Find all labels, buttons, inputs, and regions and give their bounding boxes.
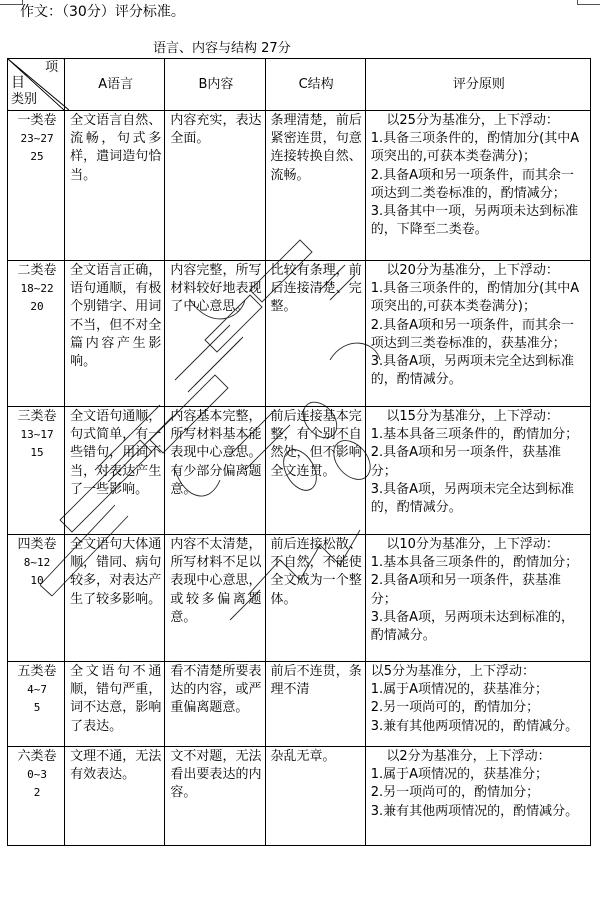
table-row	[8, 662, 591, 747]
scoring-principle	[365, 747, 590, 846]
scoring-principle	[365, 111, 590, 261]
content-criteria: 内容基本完整，所写材料基本能表现中心意思。有少部分偏离题意。	[165, 407, 265, 535]
category-name: 六类卷	[17, 749, 57, 764]
category-range: 4~7	[27, 683, 47, 696]
category-range: 13~17	[20, 428, 54, 441]
category-base-score: 25	[30, 150, 44, 163]
principle-line: 1.属于A项情况的，获基准分；	[370, 767, 549, 783]
category-name: 三类卷	[17, 409, 57, 424]
category-cell	[8, 747, 65, 846]
language-criteria: 全文语句通顺，句式简单，有一些错句，用词不当，对表达产生了一些影响。	[65, 407, 165, 535]
category-cell	[8, 535, 65, 662]
principle-line: 以2分为基准分，上下浮动：	[386, 749, 551, 764]
content-criteria: 看不清楚所要表达的内容，或严重偏离题意。	[165, 662, 265, 747]
column-header-principle: 评分原则	[365, 59, 590, 111]
structure-criteria: 杂乱无章。	[265, 747, 365, 846]
category-cell	[8, 662, 65, 747]
principle-line: 1.基本具备三项条件的，酌情加分；	[370, 555, 579, 571]
content-criteria: 文不对题，无法看出要表达的内容。	[165, 747, 265, 846]
principle-line: 以5分为基准分，上下浮动：	[370, 664, 536, 679]
scoring-principle	[365, 535, 590, 662]
column-header-structure: C结构	[265, 59, 365, 111]
column-header-language: A语言	[65, 59, 165, 111]
page-corner-mark-right	[577, 0, 600, 5]
header-item-label: 项	[45, 60, 59, 75]
category-cell	[8, 111, 65, 261]
principle-line: 3.具备其中一项，另两项未达到标准的，下降至二类卷。	[370, 204, 579, 238]
table-header-row	[8, 59, 591, 111]
category-name: 一类卷	[17, 113, 57, 128]
content-criteria: 内容充实，表达全面。	[165, 111, 265, 261]
principle-line: 3.具备A项，另两项未达到标准的，酌情减分。	[370, 609, 575, 644]
table-row	[8, 747, 591, 846]
scoring-principle	[365, 261, 590, 407]
principle-line: 3.具备A项，另两项未完全达到标准的，酌情减分。	[370, 354, 575, 388]
language-criteria: 全文语言正确，语句通顺，有极个别错字、用词不当，但不对全篇内容产生影响。	[65, 261, 165, 407]
category-range: 18~22	[20, 282, 54, 295]
category-base-score: 20	[30, 300, 44, 313]
principle-line: 2.另一项尚可的，酌情加分；	[370, 700, 540, 716]
language-criteria: 文理不通，无法有效表达。	[65, 747, 165, 846]
structure-criteria: 比较有条理，前后连接清楚、完整。	[265, 261, 365, 407]
category-base-score: 15	[30, 446, 44, 459]
content-criteria: 内容完整，所写材料较好地表现了中心意思。	[165, 261, 265, 407]
structure-criteria: 前后不连贯，条理不清	[265, 662, 365, 747]
category-cell	[8, 261, 65, 407]
category-base-score: 2	[33, 786, 41, 799]
principle-line: 以10分为基准分，上下浮动：	[386, 537, 559, 552]
category-name: 五类卷	[17, 664, 57, 679]
principle-line: 2.具备A项和另一项条件，而其余一项达到三类卷标准的，获基准分；	[370, 317, 575, 351]
scoring-rubric-table	[7, 58, 591, 846]
category-range: 23~27	[20, 132, 54, 145]
table-row	[8, 111, 591, 261]
structure-criteria: 前后连接基本完整，有个别不自然处，但不影响全文连贯。	[265, 407, 365, 535]
principle-line: 1.具备三项条件的，酌情加分(其中A项突出的,可获本类卷满分)；	[370, 131, 580, 165]
structure-criteria: 条理清楚，前后紧密连贯，句意连接转换自然、流畅。	[265, 111, 365, 261]
principle-line: 3.兼有其他两项情况的，酌情减分。	[370, 803, 579, 819]
category-base-score: 5	[33, 701, 41, 714]
language-criteria: 全文语句不通顺，错句严重，词不达意，影响了表达。	[65, 662, 165, 747]
language-criteria: 全文语言自然、流畅，句式多样，遣词造句恰当。	[65, 111, 165, 261]
category-cell	[8, 407, 65, 535]
category-name: 四类卷	[17, 537, 57, 552]
content-criteria: 内容不太清楚，所写材料不足以表现中心意思，或较多偏离题意。	[165, 535, 265, 662]
scoring-principle	[365, 662, 590, 747]
principle-line: 以20分为基准分，上下浮动：	[386, 263, 559, 278]
header-category-label: 类别	[11, 92, 38, 107]
header-item-label-2: 目	[11, 75, 25, 91]
principle-line: 1.属于A项情况的，获基准分；	[370, 682, 549, 698]
diagonal-header-cell	[8, 59, 65, 111]
principle-line: 3.具备A项，另两项未完全达到标准的，酌情减分。	[370, 481, 575, 516]
principle-line: 以25分为基准分，上下浮动：	[386, 113, 559, 128]
category-range: 8~12	[23, 556, 51, 569]
principle-line: 2.具备A项和另一项条件，而其余一项达到二类卷标准的，酌情减分；	[370, 167, 575, 201]
table-caption: 语言、内容与结构 27分	[153, 41, 291, 56]
principle-line: 以15分为基准分，上下浮动：	[386, 409, 559, 424]
structure-criteria: 前后连接松散、不自然，不能使全文成为一个整体。	[265, 535, 365, 662]
table-row	[8, 535, 591, 662]
principle-line: 1.基本具备三项条件的，酌情加分；	[370, 427, 579, 443]
language-criteria: 全文语句大体通顺，错同、病句较多，对表达产生了较多影响。	[65, 535, 165, 662]
column-header-content: B内容	[165, 59, 265, 111]
principle-line: 2.另一项尚可的，酌情加分；	[370, 785, 540, 801]
table-row	[8, 407, 591, 535]
category-name: 二类卷	[17, 263, 57, 278]
scoring-principle	[365, 407, 590, 535]
principle-line: 1.具备三项条件的，酌情加分(其中A项突出的,可获本类卷满分)；	[370, 281, 580, 315]
principle-line: 3.兼有其他两项情况的，酌情减分。	[370, 718, 579, 734]
document-title: 作文：（30分）评分标准。	[20, 4, 185, 20]
principle-line: 2.具备A项和另一项条件，获基准分；	[370, 573, 562, 607]
category-base-score: 10	[30, 574, 44, 587]
category-range: 0~3	[27, 768, 47, 781]
principle-line: 2.具备A项和另一项条件，获基准分；	[370, 445, 562, 479]
table-row	[8, 261, 591, 407]
